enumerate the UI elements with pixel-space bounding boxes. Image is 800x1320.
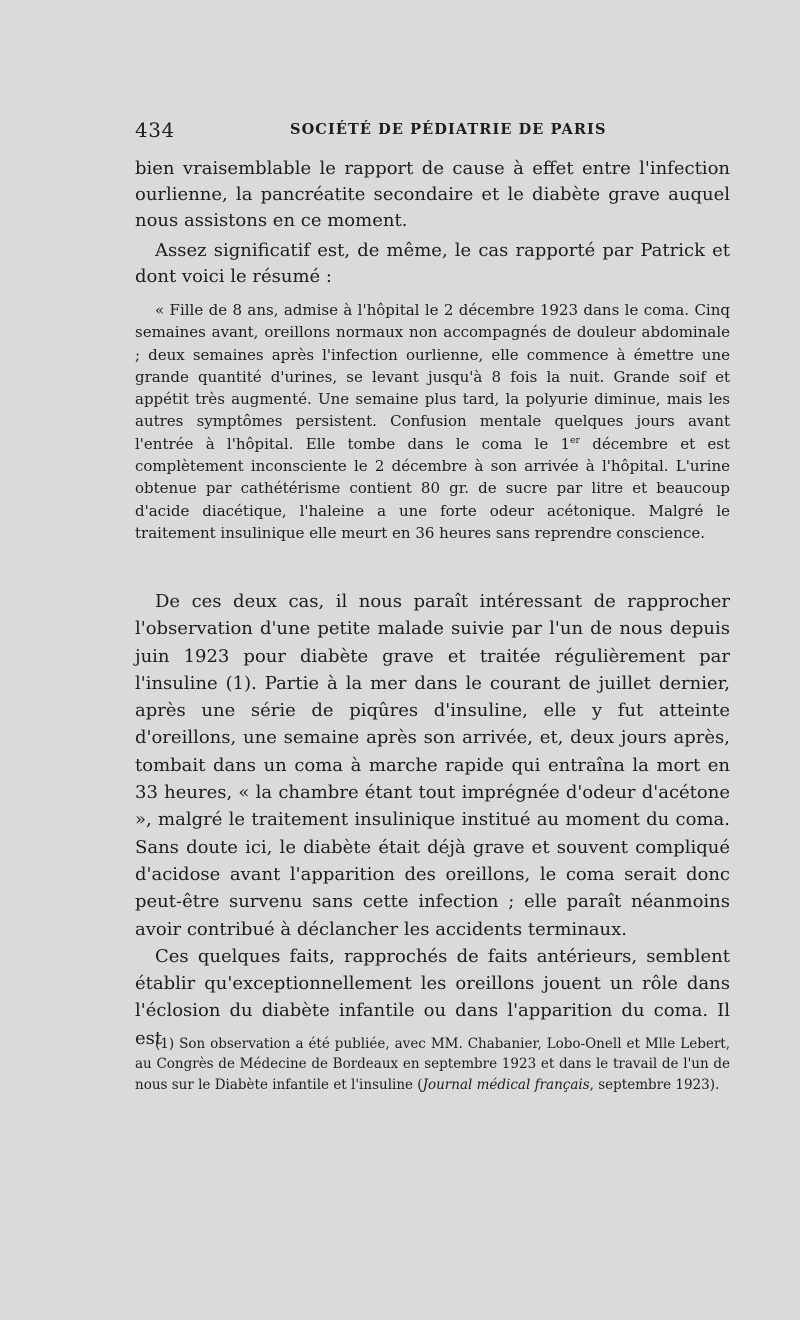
paragraph-2: Assez significatif est, de même, le cas rapporté par Patrick et dont voici le résumé : (135, 239, 730, 287)
paragraph-3: De ces deux cas, il nous paraît intéressant de rapprocher l'observation d'une petite malade suivie par l'un de nous depuis juin 1923 pour diabète grave et traitée régulièrement par l'insuline (1). Partie à la mer dans le courant de juillet dernier, après une série de piqûres d'insuline, elle y fut atteinte d'oreillons, une semaine après son arrivée, et, deux jours après, tombait dans un coma à marche rapide qui entraîna la mort en 33 heures, « la chambre étant tout imprégnée d'odeur d'acétone », malgré le traitement insulinique institué au moment du coma. Sans doute ici, le diabète était déjà grave et souvent compliqué d'acidose avant l'apparition des oreillons, le coma serait donc peut-être survenu sans cette infection ; elle paraît néanmoins avoir contribué à déclancher les accidents terminaux. (135, 591, 730, 940)
quote-text-start: « Fille de 8 ans, admise à l'hôpital le 2 décembre 1923 dans le coma. Cinq semaines avant, oreillons normaux non accompagnés de douleur abdominale ; deux semaines après l'infection ourlienne, elle commence à émettre une grande quantité d'urines, se levant jusqu'à 8 fois la nuit. Grande soif et appétit très augmenté. Une semaine plus tard, la polyurie diminue, mais les autres symptômes persistent. Confusion mentale quelques jours avant l'entrée à l'hôpital. Elle tombe dans le coma le 1 (135, 301, 730, 453)
paragraph-1: bien vraisemblable le rapport de cause à effet entre l'infection ourlienne, la pancréatite secondaire et le diabète grave auquel nous assistons en ce moment. (135, 158, 730, 232)
main-text (135, 588, 730, 1052)
footnote-text: (1) Son observation a été publiée, avec MM. Chabanier, Lobo-Onell et Mlle Lebert, au Congrès de Médecine de Bordeaux en septembre 1923 et dans le travail de l'un de nous sur le Diabète infantile et l'insuline ( (135, 1036, 730, 1093)
page-number: 434 (135, 118, 175, 142)
footnote-end: , septembre 1923). (589, 1076, 720, 1093)
footnote-journal: Journal médical français (422, 1076, 590, 1093)
quote-text-end: décembre et est complètement inconsciente le 2 décembre à son arrivée à l'hôpital. L'urine obtenue par cathétérisme contient 80 gr. de sucre par litre et beaucoup d'acide diacétique, l'haleine a une forte odeur acétonique. Malgré le traitement insulinique elle meurt en 36 heures sans reprendre conscience. (135, 434, 730, 542)
footnote (135, 1034, 730, 1095)
quote-superscript: er (570, 434, 580, 446)
paragraph-4: Ces quelques faits, rapprochés de faits antérieurs, semblent établir qu'exceptionnellement les oreillons jouent un rôle dans l'éclosion du diabète infantile ou dans l'apparition du coma. Il est (135, 945, 730, 1049)
footnote-paragraph (135, 1034, 730, 1095)
case-summary-quote (135, 299, 730, 544)
running-title: SOCIÉTÉ DE PÉDIATRIE DE PARIS (290, 121, 607, 138)
quote-paragraph (135, 299, 730, 544)
opening-text (135, 156, 730, 290)
page-header (135, 118, 730, 144)
